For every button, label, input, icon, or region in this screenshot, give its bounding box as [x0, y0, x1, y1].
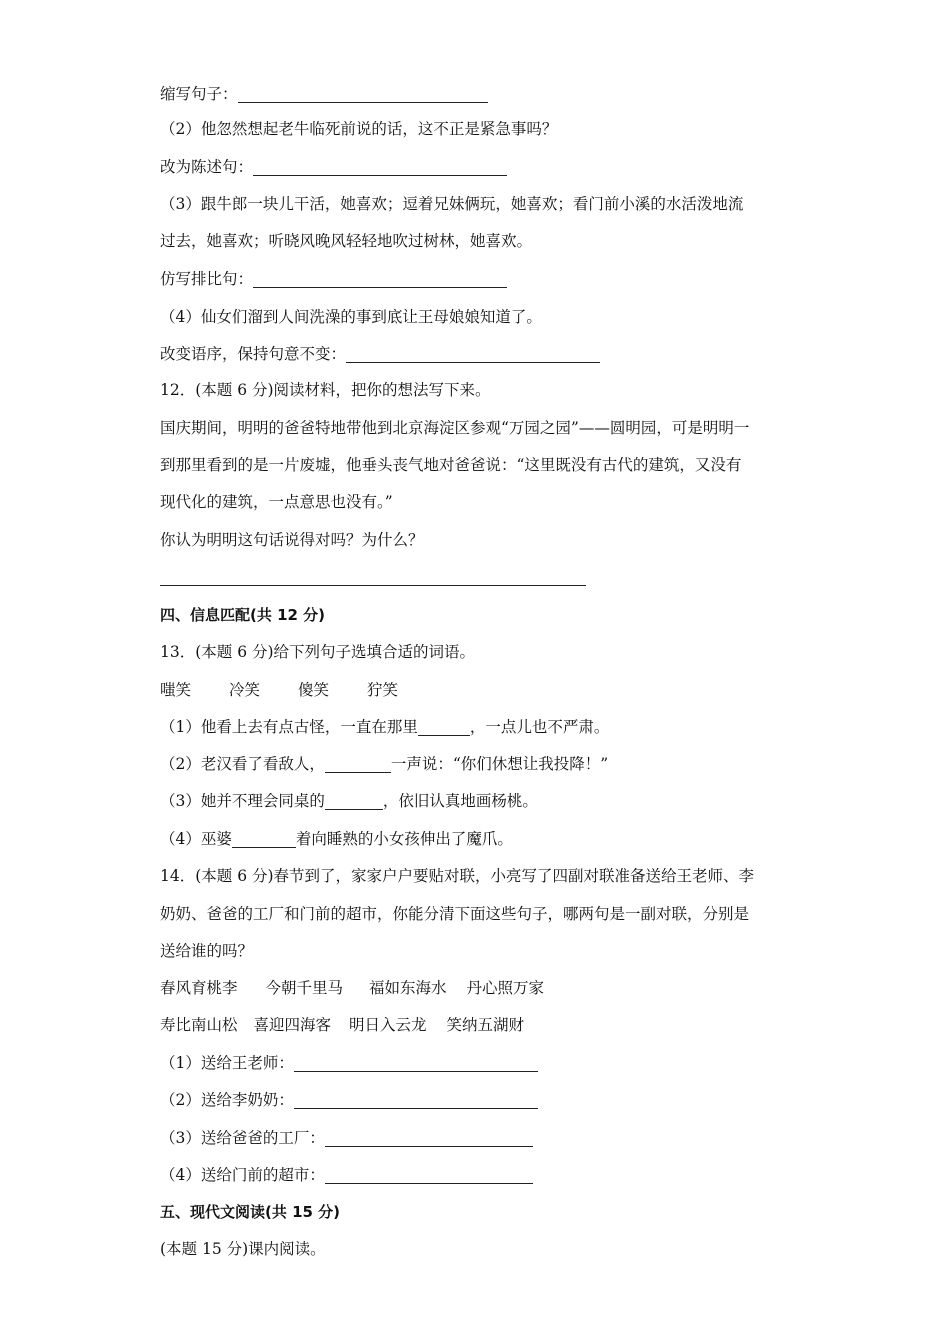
q12-answer-line — [160, 566, 586, 588]
q12-question: 你认为明明这句话说得对吗？为什么？ — [160, 531, 424, 549]
sentence-text: 着向睡熟的小女孩伸出了魔爪。 — [295, 830, 513, 848]
q12-heading: 12．(本题 6 分)阅读材料，把你的想法写下来。 — [160, 381, 491, 399]
answer-blank[interactable] — [253, 271, 507, 288]
q14-couplet-row-1 — [160, 977, 544, 999]
q13-sentence-1 — [160, 716, 609, 738]
sentence-text: ，一点儿也不严肃。 — [469, 718, 610, 736]
section-5-heading: (本题 15 分)课内阅读。 — [160, 1240, 326, 1258]
couplet-line: 丹心照万家 — [466, 979, 545, 997]
q11-item-3-line-2: 过去，她喜欢；听晓风晚风轻轻地吹过树林，她喜欢。 — [160, 232, 533, 250]
answer-label: （1）送给王老师： — [160, 1054, 294, 1072]
q11-item-2: （2）他忽然想起老牛临死前说的话，这不正是紧急事吗？ — [160, 120, 558, 138]
couplet-line: 笑纳五湖财 — [446, 1016, 525, 1034]
sentence-text: ，依旧认真地画杨桃。 — [382, 792, 538, 810]
answer-label: （2）送给李奶奶： — [160, 1091, 294, 1109]
answer-blank[interactable] — [325, 756, 391, 773]
couplet-line: 寿比南山松 — [160, 1016, 238, 1034]
q14-heading-line-1: 14．(本题 6 分)春节到了，家家户户要贴对联，小亮写了四副对联准备送给王老师、李 — [160, 867, 755, 885]
answer-blank[interactable] — [232, 831, 296, 848]
answer-blank[interactable] — [294, 1092, 538, 1109]
sentence-text: （1）他看上去有点古怪，一直在那里 — [160, 718, 418, 736]
q12-passage-line-1: 国庆期间，明明的爸爸特地带他到北京海淀区参观“万园之园”——圆明园，可是明明一 — [160, 419, 750, 437]
q11-condense-label: 缩写句子： — [160, 85, 238, 103]
word-option: 冷笑 — [229, 681, 261, 699]
answer-blank[interactable] — [346, 346, 600, 363]
answer-label: （3）送给爸爸的工厂： — [160, 1129, 325, 1147]
sentence-text: （4）巫婆 — [160, 830, 232, 848]
q11-line-1 — [160, 83, 488, 105]
q14-heading-line-2: 奶奶、爸爸的工厂和门前的超市，你能分清下面这些句子，哪两句是一副对联，分别是 — [160, 905, 750, 923]
section-5-title: 五、现代文阅读(共 15 分) — [160, 1203, 341, 1221]
q14-answer-4 — [160, 1164, 533, 1186]
answer-blank[interactable] — [160, 569, 586, 586]
sentence-text: （3）她并不理会同桌的 — [160, 792, 325, 810]
couplet-line: 喜迎四海客 — [253, 1016, 332, 1034]
answer-label: （4）送给门前的超市： — [160, 1166, 325, 1184]
q12-passage-line-3: 现代化的建筑，一点意思也没有。” — [160, 493, 393, 511]
word-option: 嗤笑 — [160, 681, 192, 699]
couplet-line: 今朝千里马 — [265, 979, 344, 997]
word-option: 傻笑 — [298, 681, 330, 699]
answer-blank[interactable] — [325, 1167, 533, 1184]
q14-answer-1 — [160, 1052, 538, 1074]
sentence-text: 一声说：“你们休想让我投降！” — [390, 755, 609, 773]
q11-item-3-line-1: （3）跟牛郎一块儿干活，她喜欢；逗着兄妹俩玩，她喜欢；看门前小溪的水活泼地流 — [160, 195, 744, 213]
couplet-line: 明日入云龙 — [349, 1016, 427, 1034]
section-4-title: 四、信息匹配(共 12 分) — [160, 606, 326, 624]
answer-blank[interactable] — [238, 86, 488, 103]
q12-passage-line-2: 到那里看到的是一片废墟，他垂头丧气地对爸爸说：“这里既没有古代的建筑，又没有 — [160, 456, 742, 474]
q11-statement-label: 改为陈述句： — [160, 158, 254, 176]
answer-blank[interactable] — [325, 1130, 533, 1147]
q13-sentence-2 — [160, 753, 608, 775]
q11-reorder-label: 改变语序，保持句意不变： — [160, 345, 347, 363]
q14-heading-line-3: 送给谁的吗？ — [160, 942, 254, 960]
sentence-text: （2）老汉看了看敌人， — [160, 755, 325, 773]
couplet-line: 福如东海水 — [369, 979, 447, 997]
q11-line-3 — [160, 156, 507, 178]
answer-blank[interactable] — [253, 159, 507, 176]
q14-answer-2 — [160, 1089, 538, 1111]
q13-word-bank — [160, 679, 398, 701]
q14-answer-3 — [160, 1127, 533, 1149]
word-option: 狞笑 — [367, 681, 399, 699]
q13-sentence-3 — [160, 790, 538, 812]
answer-blank[interactable] — [418, 719, 470, 736]
q11-line-8 — [160, 343, 600, 365]
couplet-line: 春风育桃李 — [160, 979, 238, 997]
answer-blank[interactable] — [294, 1055, 538, 1072]
q11-parallel-label: 仿写排比句： — [160, 270, 254, 288]
q14-couplet-row-2 — [160, 1014, 524, 1036]
q11-item-4: （4）仙女们溜到人间洗澡的事到底让王母娘娘知道了。 — [160, 308, 542, 326]
answer-blank[interactable] — [325, 793, 383, 810]
q13-heading: 13．(本题 6 分)给下列句子选填合适的词语。 — [160, 643, 476, 661]
q11-line-6 — [160, 268, 507, 290]
q13-sentence-4 — [160, 828, 513, 850]
